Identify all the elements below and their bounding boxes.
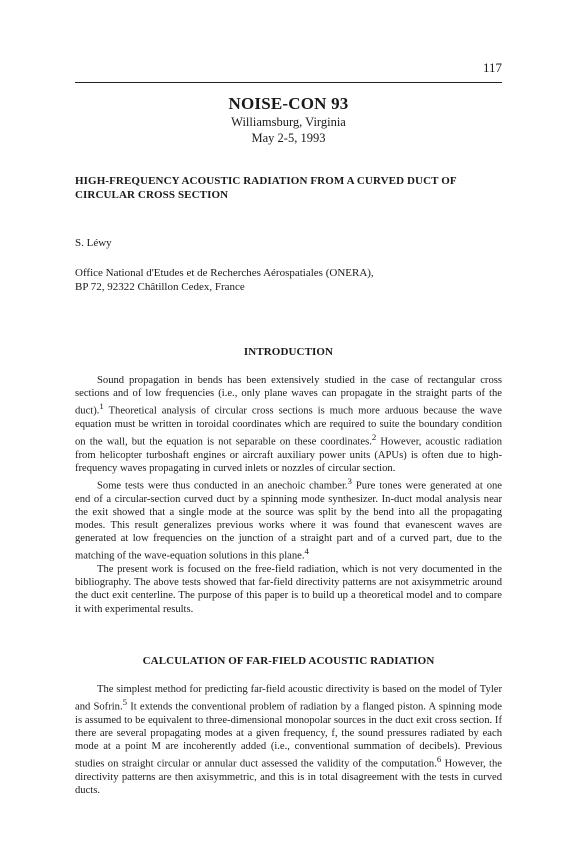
affiliation-line-1: Office National d'Etudes et de Recherches Aérospatiales (ONERA), [75, 267, 374, 279]
affiliation-line-2: BP 72, 92322 Châtillon Cedex, France [75, 281, 245, 293]
introduction-body [75, 374, 502, 616]
reference-6: 6 [436, 754, 442, 765]
reference-4: 4 [304, 546, 309, 557]
paper-title [75, 174, 502, 202]
reference-1: 1 [99, 401, 104, 412]
conference-block [75, 94, 502, 146]
introduction-paragraph-1: Sound propagation in bends has been extensively studied in the case of rectangular cross sections and of low frequencies (i.e., only plane waves can propagate in the straight parts of the duct).$^1$ Theoretical analysis of circular cross sections is much more arduous because the wave equation must be written in toroidal coordinates which are required to suite the boundary condition on the wall, but the equation is not separable on these coordinates.$^2$ However, acoustic radiation from helicopter turboshaft engines or aircraft auxiliary power units (APUs) is often due to high-frequency waves propagating in curved inlets or nozzles of circular section. [75, 375, 502, 474]
reference-3: 3 [347, 476, 352, 487]
introduction-paragraph-2: Some tests were thus conducted in an anechoic chamber.$^3$ Pure tones were generated at one end of a circular-section curved duct by a spinning mode synthesizer. In-duct modal analysis near the exit showed that a single mode at the source was split by the bend into all the propagating modes. This result generalizes previous works where it was found that evanescent waves are generated at low frequencies on the junction of a straight part and of a curved part, due to the matching of the wave-equation solutions in this plane.$^4$ [75, 476, 502, 562]
conference-dates: May 2-5, 1993 [251, 131, 326, 145]
author: S. Léwy [75, 237, 112, 249]
affiliation [75, 266, 374, 294]
calculation-paragraph-1: The simplest method for predicting far-field acoustic directivity is based on the model of Tyler and Sofrin.$^5$ It extends the conventional problem of radiation by a flanged piston. A spinning mode is assumed to be equivalent to three-dimensional monopolar sources in the duct exit cross section. If there are several propagating modes at a given frequency, f, the sound pressures radiated by each mode at a point M are incoherently added (i.e., conventional summation of decibels). Previous studies on straight circular or annular duct assessed the validity of the computation.$^6$ However, the directivity patterns are then axisymmetric, and this is in total disagreement with the tests in curved ducts. [75, 684, 502, 797]
page-number: 117 [482, 60, 502, 75]
calculation-body [75, 683, 502, 797]
introduction-heading: INTRODUCTION [243, 346, 334, 358]
paper-title-line-1: HIGH-FREQUENCY ACOUSTIC RADIATION FROM A CURVED DUCT OF [75, 175, 457, 187]
header-rule [75, 82, 502, 83]
calculation-heading: CALCULATION OF FAR-FIELD ACOUSTIC RADIATION [142, 655, 435, 667]
reference-2: 2 [371, 432, 377, 443]
paper-title-line-2: CIRCULAR CROSS SECTION [75, 189, 229, 201]
reference-5: 5 [122, 697, 128, 708]
introduction-paragraph-3: The present work is focused on the free-field radiation, which is not very documented in the bibliography. The above tests showed that far-field directivity patterns are not axisymmetric around the duct exit centerline. The purpose of this paper is to build up a theoretical model and to compare it with experimental results. [75, 564, 502, 615]
conference-location: Williamsburg, Virginia [231, 115, 346, 129]
conference-title: NOISE-CON 93 [228, 94, 349, 113]
